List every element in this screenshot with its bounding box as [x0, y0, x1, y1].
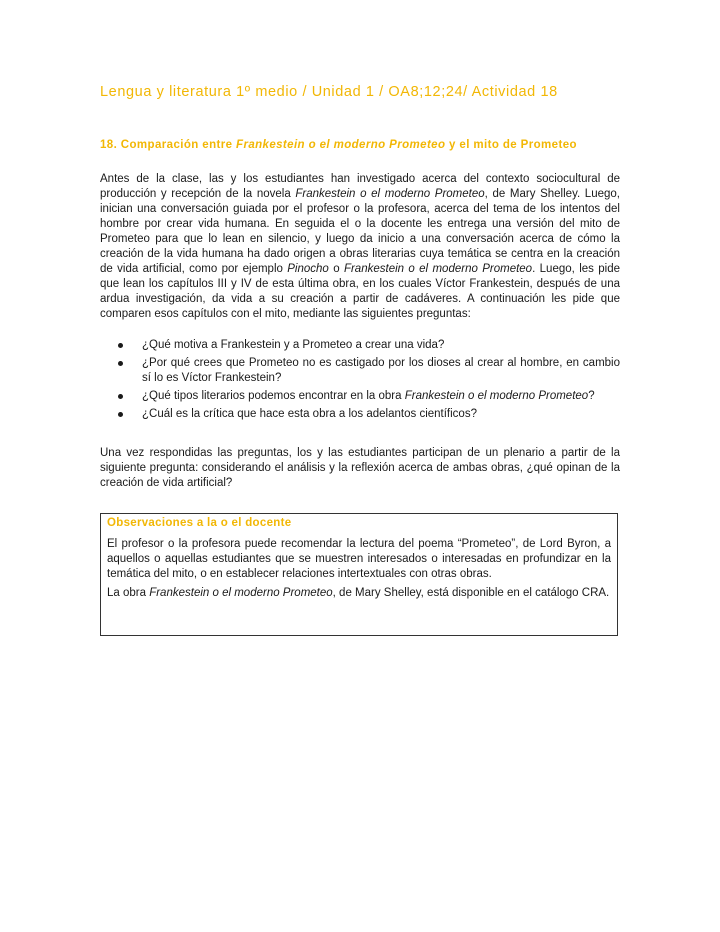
section-title-italic: Frankestein o el moderno Prometeo	[236, 139, 446, 151]
text-run: Antes de la clase, las y los estudiantes han investigado acerca del contexto sociocultural de producción y recepción de la novela	[100, 173, 620, 200]
observations-paragraph: El profesor o la profesora puede recomendar la lectura del poema “Prometeo”, de Lord Byron, a aquellos o aquellas estudiantes que se muestren interesados o interesadas en profundizar en la temática del mito, o en establecer relaciones intertextuales con otras obras.	[107, 538, 611, 580]
text-run: , de Mary Shelley, está disponible en el catálogo CRA.	[332, 587, 610, 599]
list-item	[100, 356, 620, 386]
closing-paragraph: Una vez respondidas las preguntas, los y las estudiantes participan de un plenario a partir de la siguiente pregunta: considerando el análisis y la reflexión acerca de ambas obras, ¿qué opinan de la creación de vida artificial?	[100, 447, 620, 489]
italic-run: Frankestein o el moderno Prometeo	[149, 587, 333, 599]
page-header	[100, 84, 620, 100]
list-item	[100, 338, 620, 353]
section-title-post: y el mito de Prometeo	[449, 139, 577, 151]
text-run: o	[328, 263, 344, 275]
italic-run: Pinocho	[287, 263, 329, 275]
question-text: ¿Cuál es la crítica que hace esta obra a los adelantos científicos?	[142, 408, 477, 420]
text-run: ?	[588, 390, 595, 402]
bullet-icon	[118, 343, 123, 348]
observations-paragraph	[107, 586, 611, 601]
section-title-pre: Comparación entre	[120, 139, 233, 151]
observations-box	[100, 513, 618, 636]
italic-run: Frankestein o el moderno Prometeo	[404, 390, 589, 402]
list-item	[100, 389, 620, 404]
question-text: ¿Qué motiva a Frankestein y a Prometeo a crear una vida?	[142, 339, 445, 351]
header-title: Lengua y literatura 1º medio / Unidad 1 / OA8;12;24/ Actividad 18	[100, 84, 558, 100]
section-number: 18.	[100, 139, 118, 151]
intro-paragraph	[100, 172, 620, 322]
question-list	[100, 338, 620, 425]
question-text: ¿Qué tipos literarios podemos encontrar en la obra	[142, 390, 405, 402]
question-text: ¿Por qué crees que Prometeo no es castigado por los dioses al crear al hombre, en cambio sí lo es Víctor Frankestein?	[142, 357, 620, 384]
bullet-icon	[118, 394, 123, 399]
italic-run: Frankestein o el moderno Prometeo	[343, 263, 533, 275]
bullet-icon	[118, 361, 123, 366]
text-run: La obra	[107, 587, 150, 599]
observations-title: Observaciones a la o el docente	[107, 517, 292, 529]
section-title	[100, 138, 620, 153]
list-item	[100, 407, 620, 422]
text-run: , de Mary Shelley. Luego, inician una conversación guiada por el profesor o la profesora, acerca del tema de los intentos del hombre por crear vida humana. En seguida el o la docente les entrega una versión del mito de Prometeo para que lo lean en silencio, y luego da inicio a una conversación acerca de cómo la creación de la vida humana ha dado origen a obras literarias cuya temática se centra en la creación de vida artificial, como por ejemplo	[100, 188, 620, 275]
italic-run: Frankestein o el moderno Prometeo	[295, 188, 485, 200]
text-run: . Luego, les pide que lean los capítulos III y IV de esta última obra, en los cuales Víctor Frankestein, después de una ardua investigación, da vida a su creación a partir de cadáveres. A continuación les pide que comparen esos capítulos con el mito, mediante las siguientes preguntas:	[100, 263, 620, 320]
bullet-icon	[118, 412, 123, 417]
